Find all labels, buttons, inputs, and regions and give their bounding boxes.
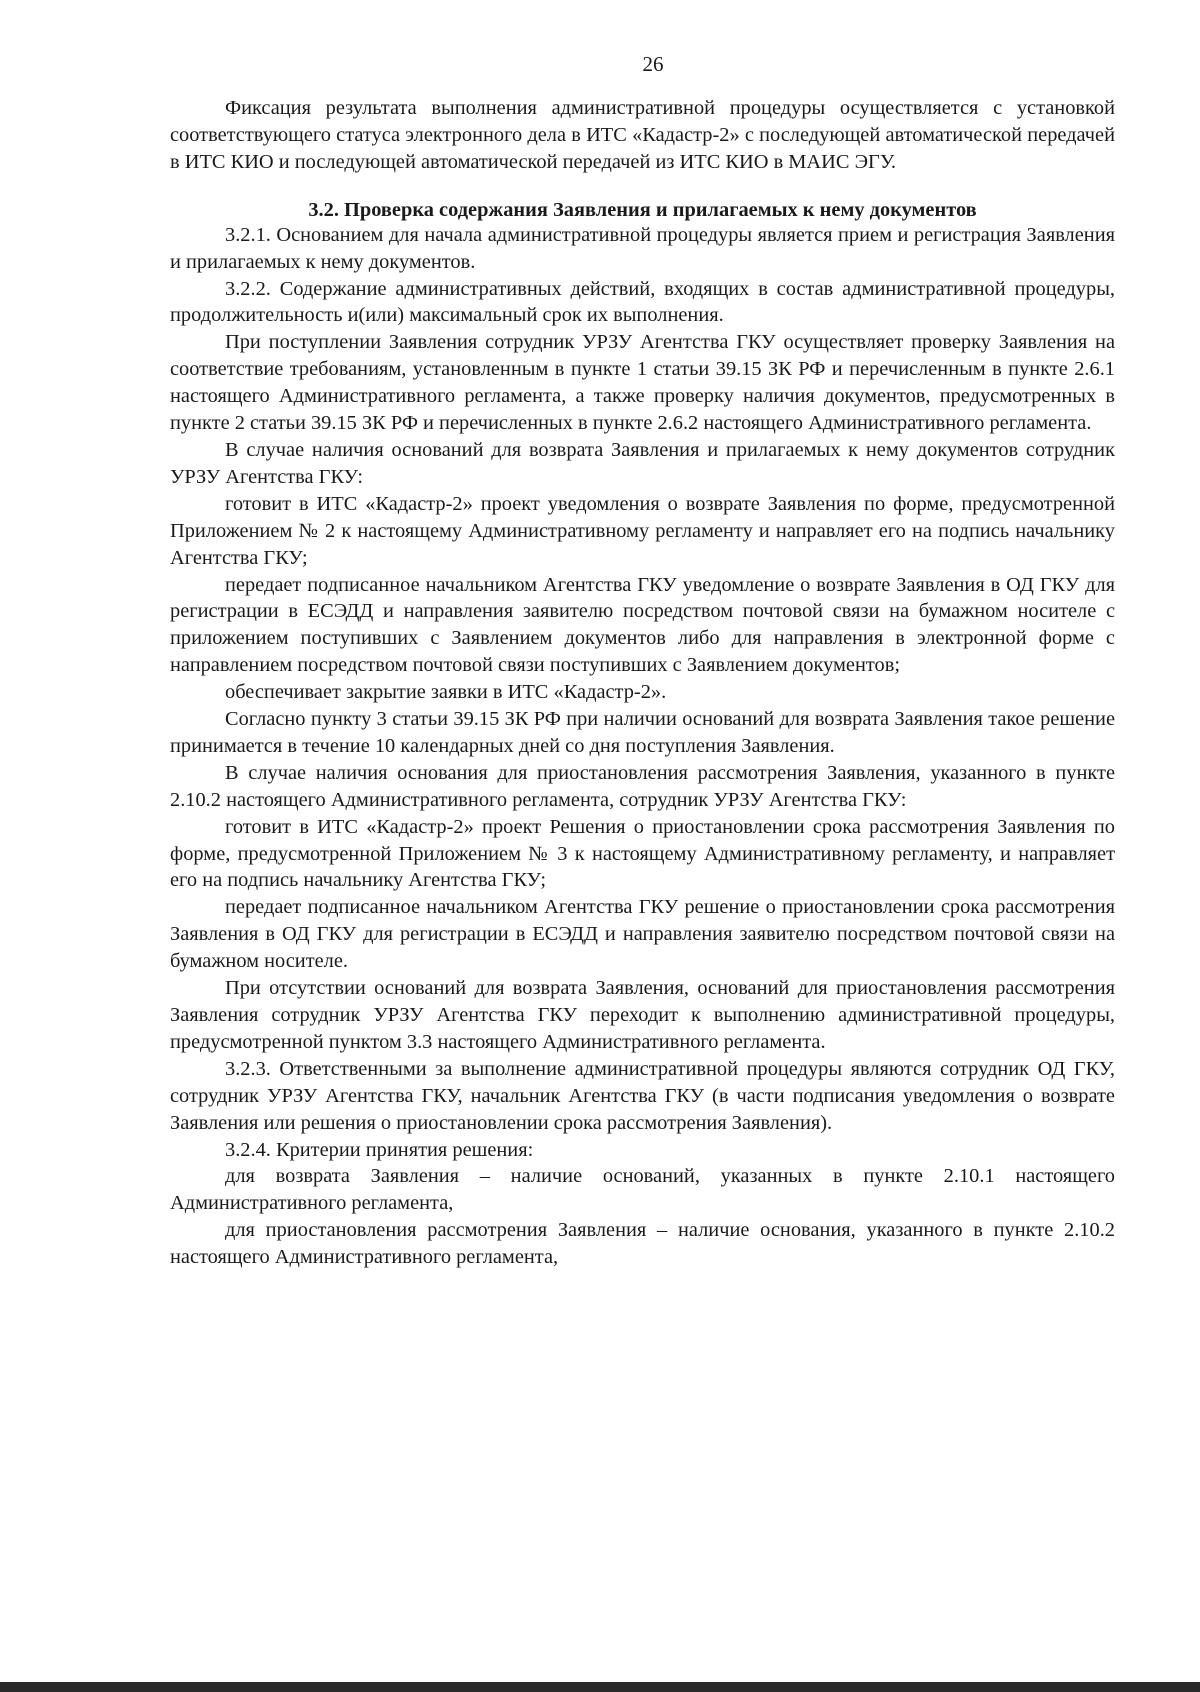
paragraph-return-grounds: В случае наличия оснований для возврата Заявления и прилагаемых к нему документов сотрудник УРЗУ Агентства ГКУ: [170,438,1115,488]
paragraph-result-fixation: Фиксация результата выполнения административной процедуры осуществляется с установкой соответствующего статуса электронного дела в ИТС «Кадастр-2» с последующей автоматической передачей в ИТС КИО и последующей автоматической передачей из ИТС КИО в МАИС ЭГУ. [170,97,1115,173]
paragraph-prepare-return-notice: готовит в ИТС «Кадастр-2» проект уведомления о возврате Заявления по форме, предусмотренной Приложением № 2 к настоящему Административному регламенту и направляет его на подпись начальнику Агентства ГКУ; [170,492,1115,569]
section-heading-3-2: 3.2. Проверка содержания Заявления и прилагаемых к нему документов [308,198,977,221]
document-body [170,95,1115,1271]
paragraph-suspension-grounds: В случае наличия основания для приостановления рассмотрения Заявления, указанного в пункте 2.10.2 настоящего Административного регламента, сотрудник УРЗУ Агентства ГКУ: [170,761,1115,811]
paragraph-criteria-return: для возврата Заявления – наличие оснований, указанных в пункте 2.10.1 настоящего Административного регламента, [170,1165,1115,1215]
page-number: 26 [642,52,664,76]
paragraph-transfer-suspension: передает подписанное начальником Агентства ГКУ решение о приостановлении срока рассмотрения Заявления в ОД ГКУ для регистрации в ЕСЭДД и направления заявителю посредством почтовой связи на бумажном носителе. [170,896,1115,973]
paragraph-prepare-suspension: готовит в ИТС «Кадастр-2» проект Решения о приостановлении срока рассмотрения Заявления по форме, предусмотренной Приложением № 3 к настоящему Административному регламенту, и направляет его на подпись начальнику Агентства ГКУ; [170,815,1115,892]
paragraph-3-2-1: 3.2.1. Основанием для начала административной процедуры является прием и регистрация Заявления и прилагаемых к нему документов. [170,223,1115,273]
paragraph-3-2-2: 3.2.2. Содержание административных действий, входящих в состав административной процедуры, продолжительность и(или) максимальный срок их выполнения. [170,277,1115,327]
paragraph-no-grounds: При отсутствии оснований для возврата Заявления, оснований для приостановления рассмотрения Заявления сотрудник УРЗУ Агентства ГКУ переходит к выполнению административной процедуры, предусмотренной пунктом 3.3 настоящего Административного регламента. [170,977,1115,1053]
paragraph-criteria-suspension: для приостановления рассмотрения Заявления – наличие основания, указанного в пункте 2.10.2 настоящего Административного регламента, [170,1219,1115,1269]
paragraph-transfer-return-notice: передает подписанное начальником Агентства ГКУ уведомление о возврате Заявления в ОД ГКУ для регистрации в ЕСЭДД и направления заявителю посредством почтовой связи на бумажном носителе с приложением поступивших с Заявлением документов либо для направления в электронной форме с направлением посредством почтовой связи поступивших с Заявлением документов; [170,573,1115,677]
paragraph-close-request: обеспечивает закрытие заявки в ИТС «Кадастр-2». [225,681,667,704]
scan-bottom-edge [0,1682,1200,1692]
paragraph-return-deadline: Согласно пункту 3 статьи 39.15 ЗК РФ при наличии оснований для возврата Заявления такое решение принимается в течение 10 календарных дней со дня поступления Заявления. [170,708,1115,757]
paragraph-3-2-3: 3.2.3. Ответственными за выполнение административной процедуры являются сотрудник ОД ГКУ, сотрудник УРЗУ Агентства ГКУ, начальник Агентства ГКУ (в части подписания уведомления о возврате Заявления или решения о приостановлении срока рассмотрения Заявления). [170,1057,1115,1134]
paragraph-check-application: При поступлении Заявления сотрудник УРЗУ Агентства ГКУ осуществляет проверку Заявления на соответствие требованиям, установленным в пункте 1 статьи 39.15 ЗК РФ и перечисленным в пункте 2.6.1 настоящего Административного регламента, а также проверку наличия документов, предусмотренных в пункте 2 статьи 39.15 ЗК РФ и перечисленных в пункте 2.6.2 настоящего Административного регламента. [170,331,1115,435]
paragraph-3-2-4: 3.2.4. Критерии принятия решения: [225,1138,534,1161]
